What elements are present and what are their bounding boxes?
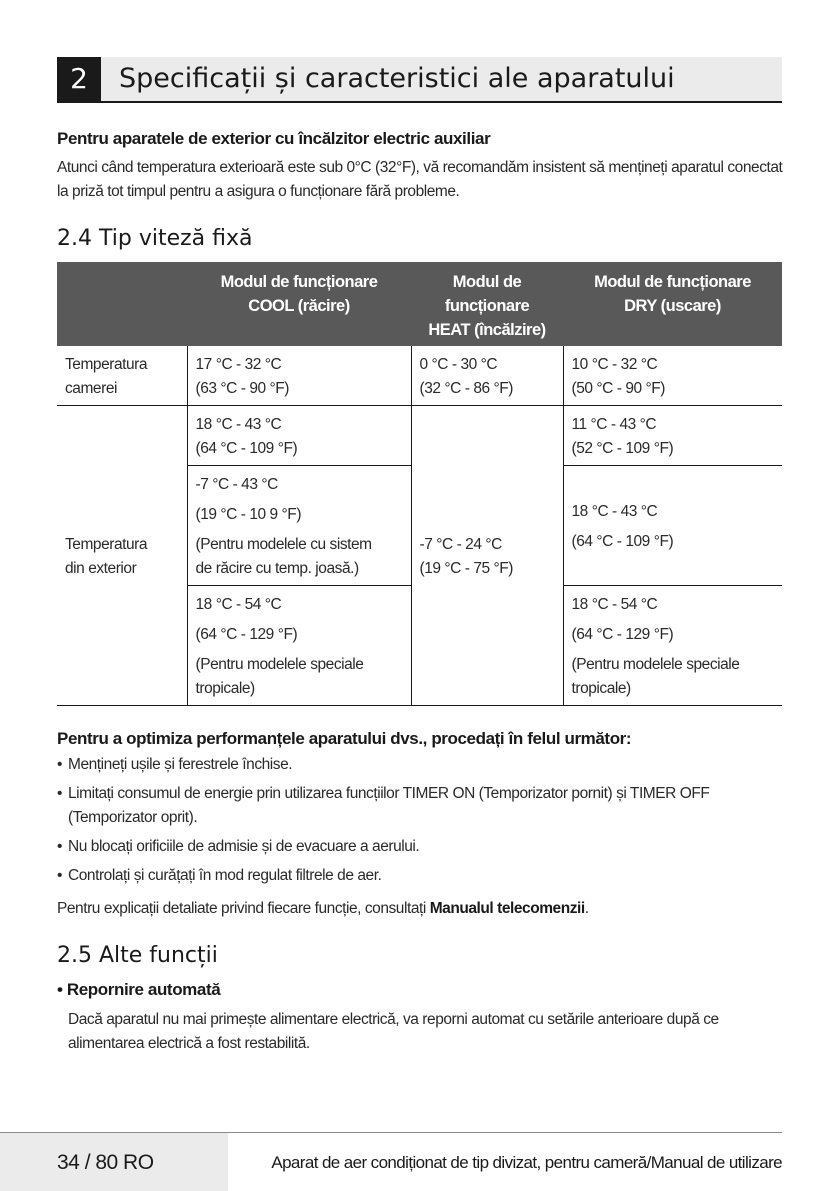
manual-reference: Manualul telecomenzii: [429, 900, 585, 917]
optimize-note-prefix: Pentru explicații detaliate privind fiecare funcție, consultați: [57, 900, 430, 917]
outdoor-label: Temperatura din exterior: [57, 406, 187, 706]
outdoor-heater-text: Atunci când temperatura exterioară este sub 0°C (32°F), vă recomandăm insistent să mențineți aparatul conectat la priză tot timpul pentru a asigura o funcționare fără probleme.: [57, 159, 783, 200]
table-header-blank: [57, 262, 187, 346]
outdoor-dry-1: 11 °C - 43 °C (52 °C - 109 °F): [563, 406, 782, 466]
list-item: • Controlați și curățați în mod regulat filtrele de aer.: [57, 864, 787, 888]
chapter-header: [57, 57, 782, 103]
optimize-note-suffix: .: [584, 900, 589, 917]
optimize-list: [57, 753, 787, 893]
list-item: • Limitați consumul de energie prin utilizarea funcțiilor TIMER ON (Temporizator pornit) și TIMER OFF (Temporizator oprit).: [57, 782, 787, 830]
auto-restart-heading: • Repornire automată: [57, 980, 221, 999]
optimize-note: [57, 897, 787, 921]
outdoor-cool-1: 18 °C - 43 °C (64 °C - 109 °F): [187, 406, 411, 466]
room-dry: 10 °C - 32 °C (50 °C - 90 °F): [563, 346, 782, 406]
outdoor-dry-3: 18 °C - 54 °C (64 °C - 129 °F) (Pentru modelele speciale tropicale): [563, 586, 782, 706]
outdoor-dry-2: 18 °C - 43 °C (64 °C - 109 °F): [563, 466, 782, 586]
table-row-room: [57, 346, 782, 406]
page-number: 34 / 80 RO: [57, 1151, 154, 1174]
auto-restart-text: Dacă aparatul nu mai primește alimentare electrică, va reporni automat cu setările anterioare după ce alimentarea electrică a fost restabilită.: [68, 1011, 719, 1052]
room-cool: 17 °C - 32 °C (63 °C - 90 °F): [187, 346, 411, 406]
room-heat: 0 °C - 30 °C (32 °C - 86 °F): [411, 346, 563, 406]
list-item: • Nu blocați orificiile de admisie și de evacuare a aerului.: [57, 835, 787, 859]
outdoor-heater-heading: Pentru aparatele de exterior cu încălzitor electric auxiliar: [57, 129, 491, 148]
section-2-5-title: 2.5 Alte funcții: [57, 943, 218, 968]
outdoor-heat: -7 °C - 24 °C (19 °C - 75 °F): [411, 406, 563, 706]
section-2-4-title: 2.4 Tip viteză fixă: [57, 226, 253, 251]
footer-title: Aparat de aer condiționat de tip divizat, pentru cameră/Manual de utilizare: [271, 1153, 782, 1172]
room-label: Temperatura camerei: [57, 346, 187, 406]
outdoor-cool-3: 18 °C - 54 °C (64 °C - 129 °F) (Pentru modelele speciale tropicale): [187, 586, 411, 706]
outdoor-cool-2: -7 °C - 43 °C (19 °C - 10 9 °F) (Pentru modelele cu sistem de răcire cu temp. joasă.): [187, 466, 411, 586]
table-row-outdoor-1: [57, 406, 782, 466]
table-header-cool: Modul de funcționare COOL (răcire): [187, 262, 411, 346]
list-item: • Mențineți ușile și ferestrele închise.: [57, 753, 787, 777]
optimize-heading: Pentru a optimiza performanțele aparatului dvs., procedați în felul următor:: [57, 729, 632, 748]
auto-restart-title: Repornire automată: [66, 980, 221, 999]
table-header-dry: Modul de funcționare DRY (uscare): [563, 262, 782, 346]
temperature-table: [57, 262, 782, 706]
chapter-title: Specificații și caracteristici ale aparatului: [119, 63, 675, 94]
table-header-heat: Modul de funcționare HEAT (încălzire): [411, 262, 563, 346]
chapter-number: 2: [57, 57, 101, 101]
